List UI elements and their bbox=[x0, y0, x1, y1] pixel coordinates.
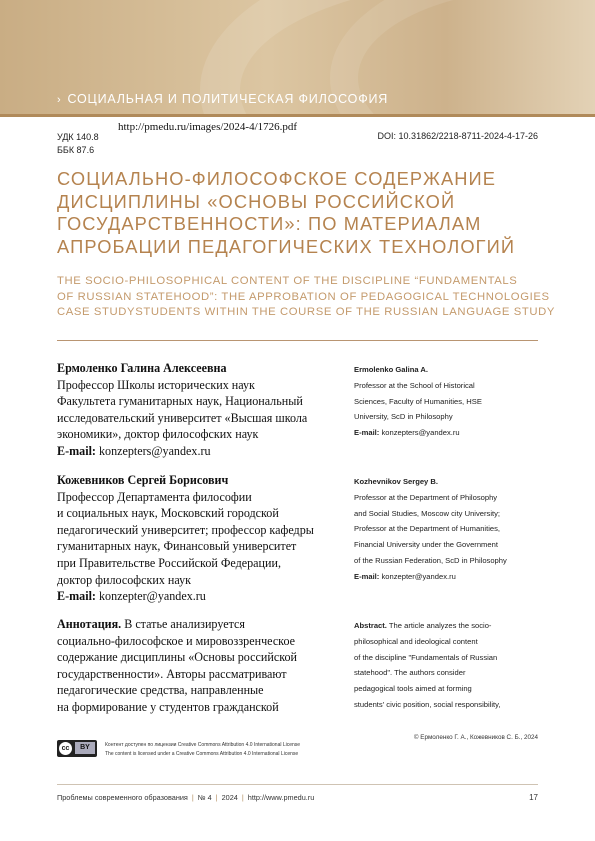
page-number: 17 bbox=[529, 793, 538, 802]
author-affiliation: Professor at the School of Historical bbox=[354, 380, 475, 390]
abstract-label: Abstract. bbox=[354, 621, 387, 630]
author-name: Ermolenko Galina A. bbox=[354, 365, 428, 374]
author-affiliation: University, ScD in Philosophy bbox=[354, 412, 453, 422]
footer-divider bbox=[57, 784, 538, 785]
author-affiliation: Financial University under the Government bbox=[354, 540, 498, 550]
abstract-line: philosophical and ideological content bbox=[354, 636, 478, 646]
author-email-line bbox=[354, 425, 544, 441]
journal-site-link[interactable]: http://www.pmedu.ru bbox=[247, 793, 315, 802]
page-footer bbox=[57, 793, 314, 802]
author-email[interactable]: konzepters@yandex.ru bbox=[381, 428, 460, 438]
license-text bbox=[105, 741, 300, 759]
title-line: ДИСЦИПЛИНЫ «ОСНОВЫ РОССИЙСКОЙ bbox=[57, 190, 456, 212]
title-line: СОЦИАЛЬНО-ФИЛОСОФСКОЕ СОДЕРЖАНИЕ bbox=[57, 168, 497, 189]
author-affiliation: Professor at the Department of Philosophy bbox=[354, 492, 498, 502]
license-line-ru: Контент доступен по лицензии Creative Commons Attribution 4.0 International License bbox=[105, 742, 301, 748]
footer-separator: | bbox=[215, 793, 218, 802]
author-name: Kozhevnikov Sergey B. bbox=[354, 477, 438, 486]
abstract-line bbox=[57, 616, 347, 633]
section-banner bbox=[0, 0, 595, 117]
cc-by-badge-icon[interactable] bbox=[57, 740, 97, 757]
author-affiliation: of the Russian Federation, ScD in Philosophy bbox=[354, 555, 507, 565]
article-url[interactable]: http://pmedu.ru/images/2024-4/1726.pdf bbox=[118, 121, 298, 133]
title-line: OF RUSSIAN STATEHOOD”: THE APPROBATION OF PEDAGOGICAL TECHNOLOGIES bbox=[57, 290, 550, 303]
footer-separator: | bbox=[241, 793, 244, 802]
abstract-line: педагогические средства, направленные bbox=[57, 683, 264, 698]
author-affiliation: при Правительстве Российской Федерации, bbox=[57, 555, 281, 570]
author2-ru bbox=[57, 472, 347, 605]
title-line: ГОСУДАРСТВЕННОСТИ»: ПО МАТЕРИАЛАМ bbox=[57, 213, 482, 234]
author-name: Кожевников Сергей Борисович bbox=[57, 473, 229, 487]
abstract-line bbox=[354, 618, 544, 634]
chevron-right-icon: › bbox=[57, 94, 62, 106]
author-affiliation: и социальных наук, Московский городской bbox=[57, 506, 279, 521]
abstract-line: statehood". The authors consider bbox=[354, 668, 466, 678]
abstract-en bbox=[354, 618, 544, 713]
issue-year: 2024 bbox=[221, 793, 238, 802]
udk-code: УДК 140.8 bbox=[57, 132, 99, 142]
abstract-label: Аннотация. bbox=[57, 617, 122, 631]
author1-ru bbox=[57, 360, 347, 460]
abstract-text: The article analyzes the socio- bbox=[386, 621, 492, 630]
cc-icon: cc bbox=[59, 742, 72, 755]
author-affiliation: Профессор Департамента философии bbox=[57, 489, 252, 504]
email-label: E-mail: bbox=[57, 589, 96, 604]
author-email[interactable]: konzepter@yandex.ru bbox=[99, 589, 206, 604]
author-affiliation: Professor at the Department of Humanities, bbox=[354, 524, 501, 534]
title-divider bbox=[57, 340, 538, 341]
author-affiliation: Факультета гуманитарных наук, Национальный bbox=[57, 394, 303, 409]
email-label: E-mail: bbox=[354, 571, 380, 581]
email-label: E-mail: bbox=[57, 443, 96, 458]
author-affiliation: педагогический университет; профессор кафедры bbox=[57, 522, 314, 537]
author2-en bbox=[354, 474, 544, 585]
abstract-line: students' civic position, social responsibility, bbox=[354, 699, 501, 709]
author-email-line bbox=[57, 443, 347, 460]
journal-name: Проблемы современного образования bbox=[57, 793, 188, 802]
author-affiliation: экономики», доктор философских наук bbox=[57, 427, 259, 442]
title-line: АПРОБАЦИИ ПЕДАГОГИЧЕСКИХ ТЕХНОЛОГИЙ bbox=[57, 235, 516, 257]
abstract-line: на формирование у студентов гражданской bbox=[57, 699, 279, 714]
author-name: Ермоленко Галина Алексеевна bbox=[57, 361, 227, 375]
abstract-line: государственности». Авторы рассматривают bbox=[57, 666, 287, 681]
banner-rule bbox=[0, 114, 595, 117]
abstract-text: В статье анализируется bbox=[121, 617, 245, 631]
issue-number: № 4 bbox=[197, 793, 212, 802]
doi[interactable]: DOI: 10.31862/2218-8711-2024-4-17-26 bbox=[377, 131, 538, 141]
author1-en bbox=[354, 362, 544, 441]
author-affiliation: Профессор Школы исторических наук bbox=[57, 377, 255, 392]
author-affiliation: and Social Studies, Moscow city University; bbox=[354, 508, 501, 518]
by-icon: BY bbox=[75, 742, 95, 754]
email-label: E-mail: bbox=[354, 428, 380, 438]
author-email[interactable]: konzepter@yandex.ru bbox=[381, 571, 456, 581]
author-affiliation: гуманитарных наук, Финансовый университет bbox=[57, 539, 297, 554]
bbk-code: ББК 87.6 bbox=[57, 145, 95, 155]
classification-codes bbox=[57, 131, 99, 157]
license-line-en: The content is licensed under a Creative Commons Attribution 4.0 International License bbox=[105, 751, 299, 757]
author-affiliation: исследовательский университет «Высшая школа bbox=[57, 410, 308, 425]
title-line: CASE STUDYSTUDENTS WITHIN THE COURSE OF THE RUSSIAN LANGUAGE STUDY bbox=[57, 306, 556, 318]
author-email-line bbox=[354, 569, 544, 585]
abstract-line: содержание дисциплины «Основы российской bbox=[57, 650, 297, 665]
copyright-notice: © Ермоленко Г. А., Кожевников С. Б., 2024 bbox=[413, 734, 538, 741]
section-title: › СОЦИАЛЬНАЯ И ПОЛИТИЧЕСКАЯ ФИЛОСОФИЯ bbox=[57, 92, 389, 106]
abstract-line: социально-философское и мировоззренческое bbox=[57, 633, 296, 648]
abstract-line: pedagogical tools aimed at forming bbox=[354, 684, 472, 694]
title-line: THE SOCIO-PHILOSOPHICAL CONTENT OF THE DISCIPLINE “FUNDAMENTALS bbox=[57, 275, 518, 287]
author-affiliation: доктор философских наук bbox=[57, 572, 192, 587]
title-english bbox=[57, 274, 556, 321]
author-email-line bbox=[57, 588, 347, 605]
abstract-ru bbox=[57, 616, 347, 716]
footer-separator: | bbox=[191, 793, 194, 802]
author-affiliation: Sciences, Faculty of Humanities, HSE bbox=[354, 396, 482, 406]
abstract-line: of the discipline "Fundamentals of Russian bbox=[354, 652, 498, 662]
title-russian bbox=[57, 168, 547, 258]
author-email[interactable]: konzepters@yandex.ru bbox=[99, 443, 211, 458]
